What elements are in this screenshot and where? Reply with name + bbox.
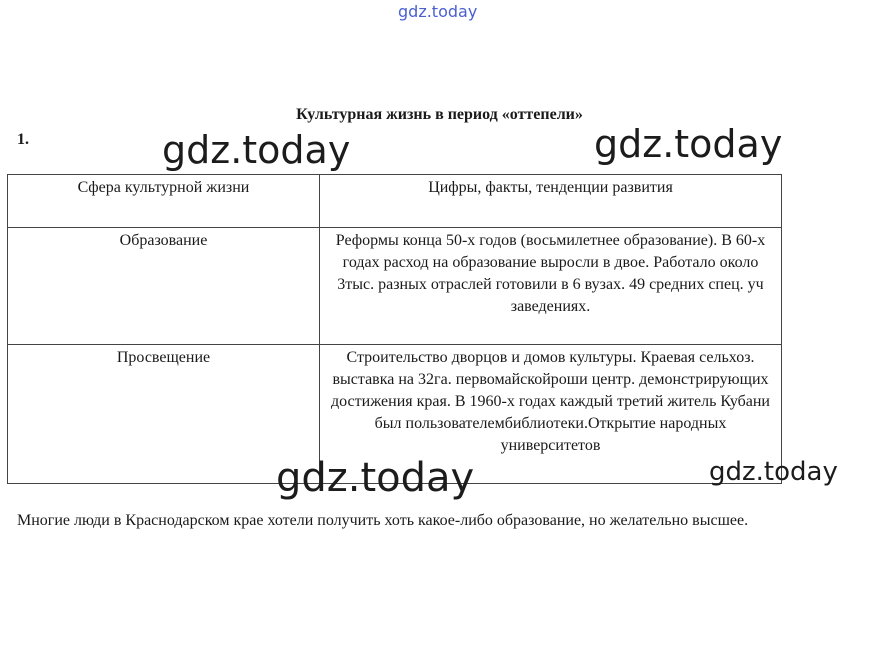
table-cell-sphere: Образование <box>8 228 320 345</box>
table-cell-facts: Реформы конца 50-х годов (восьмилетнее образование). В 60-х годах расход на образование выросли в двое. Работало около 3тыс. разных отраслей готовили в 6 вузах. 49 средних спец. уч заведениях. <box>320 228 782 345</box>
conclusion-text: Многие люди в Краснодарском крае хотели получить хоть какое-либо образование, но желательно высшее. <box>17 512 749 529</box>
watermark: gdz.today <box>276 455 475 501</box>
page-title: Культурная жизнь в период «оттепели» <box>296 106 583 123</box>
table-header-row <box>8 175 782 228</box>
watermark: gdz.today <box>162 128 351 172</box>
table-header-sphere: Сфера культурной жизни <box>8 175 320 228</box>
watermark: gdz.today <box>594 122 783 166</box>
table-cell-facts: Строительство дворцов и домов культуры. Краевая сельхоз. выставка на 32га. первомайскойроши центр. демонстрирующих достижения края. В 1960-х годах каждый третий житель Кубани был пользователембиблиотеки.Открытие народных университетов <box>320 345 782 484</box>
table-cell-sphere: Просвещение <box>8 345 320 484</box>
watermark-top: gdz.today <box>398 2 478 21</box>
watermark: gdz.today <box>709 457 838 487</box>
culture-table <box>7 174 782 484</box>
table-header-facts: Цифры, факты, тенденции развития <box>320 175 782 228</box>
task-number: 1. <box>17 131 29 148</box>
table-row <box>8 228 782 345</box>
